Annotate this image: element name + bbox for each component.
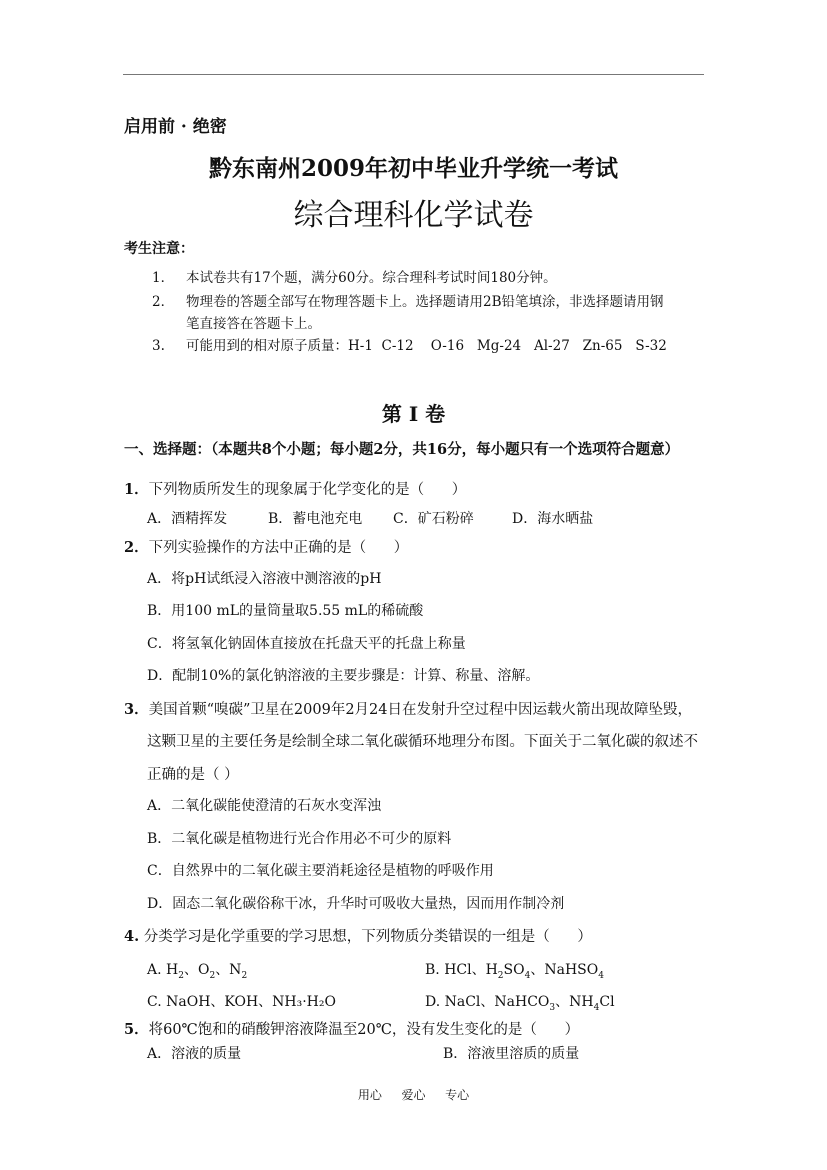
- option: D．固态二氧化碳俗称干冰，升华时可吸收大量热，因而用作制冷剂: [147, 896, 565, 912]
- option: C．自然界中的二氧化碳主要消耗途径是植物的呼吸作用: [147, 863, 494, 879]
- option: A．溶液的质量: [147, 1046, 242, 1062]
- notice-item: 1． 本试卷共有17个题，满分60分。综合理科考试时间180分钟。: [152, 270, 557, 286]
- option: B．蓄电池充电: [268, 511, 363, 527]
- notice-item-continued: 笔直接答在答题卡上。: [186, 316, 321, 332]
- notice-item: 2． 物理卷的答题全部写在物理答题卡上。选择题请用2B铅笔填涂，非选择题请用钢: [152, 294, 664, 310]
- option-c: C. NaOH、KOH、NH₃·H₂O: [147, 994, 336, 1010]
- option: B．用100 mL的量筒量取5.55 mL的稀硫酸: [147, 603, 424, 619]
- footer-slogan: 用心 爱心 专心: [357, 1088, 470, 1102]
- option: B．二氧化碳是植物进行光合作用必不可少的原料: [147, 831, 452, 847]
- section-title: 一、选择题：（本题共8个小题；每小题2分，共16分，每小题只有一个选项符合题意）: [124, 441, 680, 458]
- question-2: 2．下列实验操作的方法中正确的是（ ）: [124, 539, 409, 556]
- option: B．溶液里溶质的质量: [443, 1046, 580, 1062]
- option: C．矿石粉碎: [393, 511, 474, 527]
- option: C．将氢氧化钠固体直接放在托盘天平的托盘上称量: [147, 636, 466, 652]
- exam-title: 黔东南州2009年初中毕业升学统一考试: [208, 155, 618, 182]
- option-b: B. HCl、$H_2SO_4$、NaHSO$_4$: [425, 962, 604, 981]
- option-d: D. NaCl、NaHCO$_3$、$NH_4Cl$: [425, 994, 615, 1013]
- option-a: A. $H_2$、$O_2$、$N_2$: [147, 962, 248, 981]
- option: D．配制10%的氯化钠溶液的主要步骤是：计算、称量、溶解。: [147, 668, 540, 684]
- question-3: 3．美国首颗“嗅碳”卫星在2009年2月24日在发射升空过程中因运载火箭出现故障坠毁，: [124, 701, 692, 718]
- notice-item: 3. 可能用到的相对原子质量：H-1 C-12 O-16 Mg-24 Al-27 Zn-65 S-32: [152, 338, 667, 354]
- question-1: 1．下列物质所发生的现象属于化学变化的是（ ）: [124, 481, 467, 498]
- top-rule: [123, 74, 704, 75]
- part-title: 第 I 卷: [381, 402, 446, 426]
- option: A．二氧化碳能使澄清的石灰水变浑浊: [147, 798, 382, 814]
- question-5: 5．将60℃饱和的硝酸钾溶液降温至20℃，没有发生变化的是（ ）: [124, 1021, 580, 1038]
- question-3-line: 正确的是（ ）: [147, 767, 239, 783]
- option: A．将pH试纸浸入溶液中测溶液的pH: [147, 571, 382, 587]
- option: A．酒精挥发: [147, 511, 228, 527]
- paper-title: 综合理科化学试卷: [293, 198, 534, 233]
- confidential-label: 启用前 · 绝密: [124, 117, 227, 137]
- option: D．海水晒盐: [512, 511, 594, 527]
- notice-heading: 考生注意：: [124, 241, 194, 257]
- question-4: 4. 分类学习是化学重要的学习思想，下列物质分类错误的一组是（ ）: [124, 928, 592, 945]
- question-3-line: 这颗卫星的主要任务是绘制全球二氧化碳循环地理分布图。下面关于二氧化碳的叙述不: [147, 734, 698, 750]
